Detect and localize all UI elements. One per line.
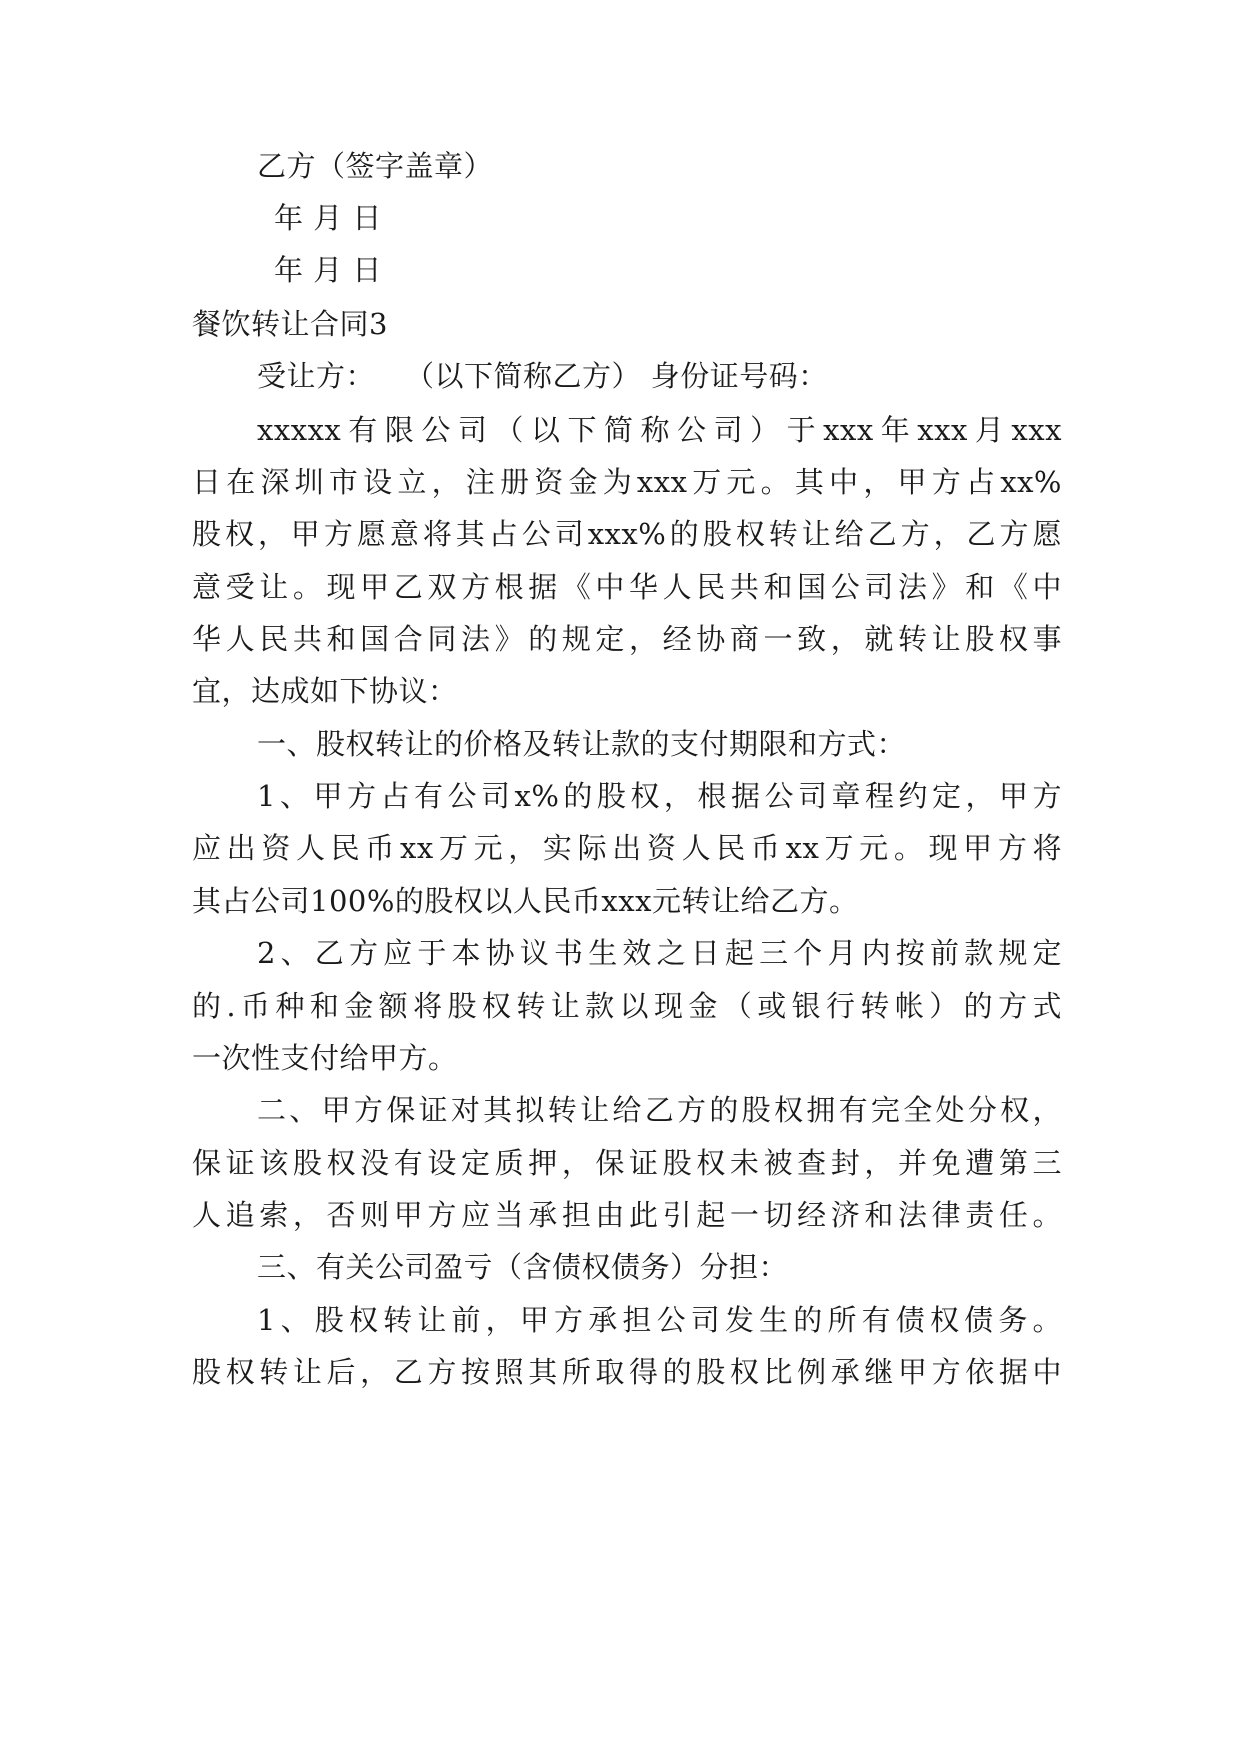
signature-party-b: 乙方（签字盖章） xyxy=(257,149,494,183)
paragraph-line: xxxxx有限公司（以下简称公司）于xxx年xxx月xxx xyxy=(257,413,1062,447)
clause-line: 其占公司100%的股权以人民币xxx元转让给乙方。 xyxy=(192,884,859,918)
paragraph-line: 宜，达成如下协议： xyxy=(192,674,458,708)
clause-line: 股权转让后，乙方按照其所取得的股权比例承继甲方依据中 xyxy=(192,1355,1062,1389)
clause-heading: 三、有关公司盈亏（含债权债务）分担： xyxy=(257,1250,789,1284)
section-title: 餐饮转让合同3 xyxy=(192,307,388,341)
transferee-line: 受让方： （以下简称乙方） 身份证号码： xyxy=(257,359,828,393)
clause-line: 一次性支付给甲方。 xyxy=(192,1041,458,1075)
date-line: 年 月 日 xyxy=(274,253,382,287)
paragraph-line: 股权，甲方愿意将其占公司xxx%的股权转让给乙方，乙方愿 xyxy=(192,517,1062,551)
paragraph-line: 华人民共和国合同法》的规定，经协商一致，就转让股权事 xyxy=(192,622,1062,656)
clause-line: 1、股权转让前，甲方承担公司发生的所有债权债务。 xyxy=(257,1303,1062,1337)
paragraph-line: 意受让。现甲乙双方根据《中华人民共和国公司法》和《中 xyxy=(192,570,1062,604)
clause-line: 应出资人民币xx万元，实际出资人民币xx万元。现甲方将 xyxy=(192,831,1062,865)
clause-line: 保证该股权没有设定质押，保证股权未被查封，并免遭第三 xyxy=(192,1146,1062,1180)
clause-line: 1、甲方占有公司x%的股权，根据公司章程约定，甲方 xyxy=(257,779,1062,813)
clause-line: 二、甲方保证对其拟转让给乙方的股权拥有完全处分权， xyxy=(257,1093,1062,1127)
date-line: 年 月 日 xyxy=(274,201,382,235)
clause-line: 2、乙方应于本协议书生效之日起三个月内按前款规定 xyxy=(257,936,1062,970)
clause-heading: 一、股权转让的价格及转让款的支付期限和方式： xyxy=(257,727,907,761)
paragraph-line: 日在深圳市设立，注册资金为xxx万元。其中，甲方占xx% xyxy=(192,465,1062,499)
clause-line: 的.币种和金额将股权转让款以现金（或银行转帐）的方式 xyxy=(192,989,1062,1023)
clause-line: 人追索，否则甲方应当承担由此引起一切经济和法律责任。 xyxy=(192,1198,1062,1232)
